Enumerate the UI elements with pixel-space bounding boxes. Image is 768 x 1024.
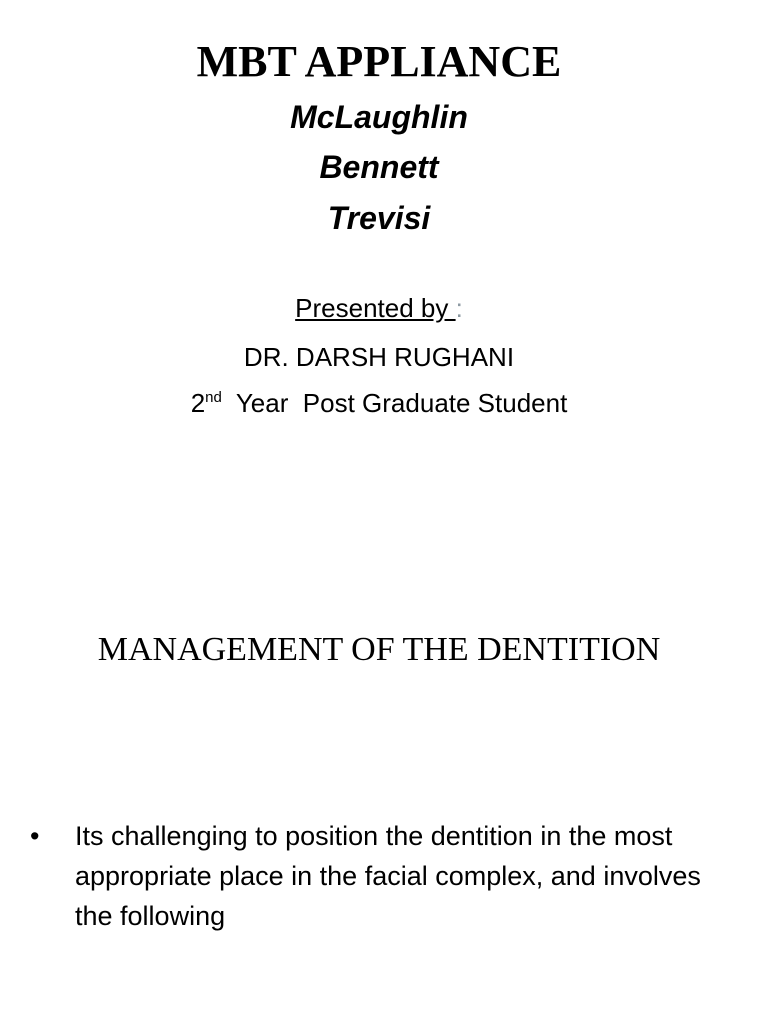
list-item	[28, 816, 728, 936]
bullet-marker: •	[30, 821, 40, 851]
slide-title: MBT APPLIANCE	[196, 37, 562, 86]
bullet-text: Its challenging to position the dentition in the most appropriate place in the facial complex, and involves the following	[75, 821, 701, 931]
presenter-year-number: 2	[190, 388, 206, 418]
presenter-name: DR. DARSH RUGHANI	[243, 342, 515, 372]
bullet-list	[28, 816, 728, 936]
presented-by-label: Presented by	[295, 293, 456, 323]
presenter-role-text: Year Post Graduate Student	[221, 388, 568, 418]
author-bennett: Bennett	[319, 149, 439, 185]
presented-by-line	[0, 291, 758, 325]
presenter-year-suffix: nd	[205, 389, 222, 406]
presented-by-colon: :	[455, 293, 463, 323]
presenter-role	[0, 386, 758, 420]
section-heading: MANAGEMENT OF THE DENTITION	[97, 631, 661, 668]
author-mclaughlin: McLaughlin	[290, 99, 468, 135]
author-trevisi: Trevisi	[327, 200, 431, 236]
